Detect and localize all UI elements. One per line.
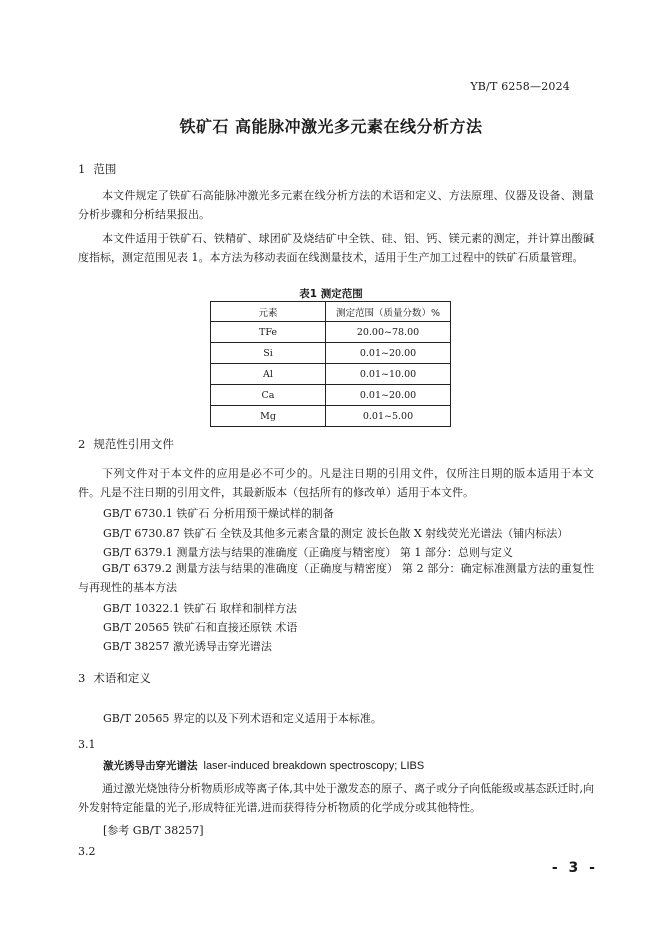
table-row (211, 343, 451, 364)
table-header-cell: 测定范围（质量分数）% (326, 302, 451, 322)
table-cell-element: Mg (211, 406, 326, 427)
clause-number: 3.1 (78, 738, 96, 751)
term-chinese: 激光诱导击穿光谱法 (103, 760, 198, 772)
table-header-cell: 元素 (211, 302, 326, 322)
table-row (211, 385, 451, 406)
table-cell-element: Ca (211, 385, 326, 406)
reference-item-wrapped: GB/T 6379.2 测量方法与结果的准确度（正确度与精密度） 第 2 部分：确定标准测量方法的重复性与再现性的基本方法 (78, 562, 594, 594)
table-cell-range: 0.01~10.00 (326, 364, 451, 385)
table-cell-range: 0.01~20.00 (326, 343, 451, 364)
section-title: 术语和定义 (93, 671, 151, 685)
reference-item: GB/T 10322.1 铁矿石 取样和制样方法 (103, 602, 297, 615)
table-row (211, 322, 451, 343)
table-cell-element: Si (211, 343, 326, 364)
scope-paragraph-2: 本文件适用于铁矿石、铁精矿、球团矿及烧结矿中全铁、硅、铝、钙、镁元素的测定，并计算出酸碱度指标，测定范围见表 1。本方法为移动表面在线测量技术，适用于生产加工过程中的铁矿石质量管理。 (78, 232, 594, 264)
reference-item: GB/T 6730.87 铁矿石 全铁及其他多元素含量的测定 波长色散 X 射线荧光光谱法（铺内标法） (103, 527, 569, 540)
reference-item: GB/T 6379.1 测量方法与结果的准确度（正确度与精密度） 第 1 部分：总则与定义 (103, 546, 513, 559)
table-cell-element: Al (211, 364, 326, 385)
reference-item: GB/T 6730.1 铁矿石 分析用预干燥试样的制备 (103, 507, 334, 520)
section-number: 2 (78, 437, 86, 451)
table-cell-range: 20.00~78.00 (326, 322, 451, 343)
scope-paragraph-1: 本文件规定了铁矿石高能脉冲激光多元素在线分析方法的术语和定义、方法原理、仪器及设备、测量分析步骤和分析结果报出。 (78, 189, 594, 221)
clause-number: 3.2 (78, 845, 96, 858)
term-source: [参考 GB/T 38257] (103, 824, 204, 837)
reference-item: GB/T 20565 铁矿石和直接还原铁 术语 (103, 621, 298, 634)
reference-item: GB/T 38257 激光诱导击穿光谱法 (103, 640, 272, 653)
table-row (211, 406, 451, 427)
term-heading (103, 758, 424, 773)
section-3-heading (78, 670, 151, 686)
table-row (211, 364, 451, 385)
document-title: 铁矿石 高能脉冲激光多元素在线分析方法 (179, 117, 483, 136)
section-1-heading (78, 161, 116, 177)
section-title: 范围 (93, 162, 117, 176)
table-cell-range: 0.01~5.00 (326, 406, 451, 427)
term-definition: 通过激光烧蚀待分析物质形成等离子体,其中处于激发态的原子、离子或分子向低能级或基态跃迁时,向外发射特定能量的光子,形成特征光谱,进而获得待分析物质的化学成分或其他特性。 (78, 782, 594, 814)
section-2-heading (78, 436, 174, 452)
table-header-row (211, 302, 451, 322)
table-caption: 表1 测定范围 (299, 288, 363, 300)
section-title: 规范性引用文件 (93, 437, 174, 451)
table-cell-range: 0.01~20.00 (326, 385, 451, 406)
standard-code: YB/T 6258—2024 (470, 80, 570, 93)
normative-refs-intro: 下列文件对于本文件的应用是必不可少的。凡是注日期的引用文件，仅所注日期的版本适用于本文件。凡是不注日期的引用文件，其最新版本（包括所有的修改单）适用于本文件。 (78, 467, 594, 499)
measurement-range-table (210, 301, 451, 427)
term-english: laser-induced breakdown spectroscopy; LIBS (203, 760, 425, 772)
page-number: - 3 - (551, 860, 598, 876)
section-number: 3 (78, 671, 86, 685)
table-cell-element: TFe (211, 322, 326, 343)
terms-intro: GB/T 20565 界定的以及下列术语和定义适用于本标准。 (103, 712, 382, 725)
section-number: 1 (78, 162, 86, 176)
